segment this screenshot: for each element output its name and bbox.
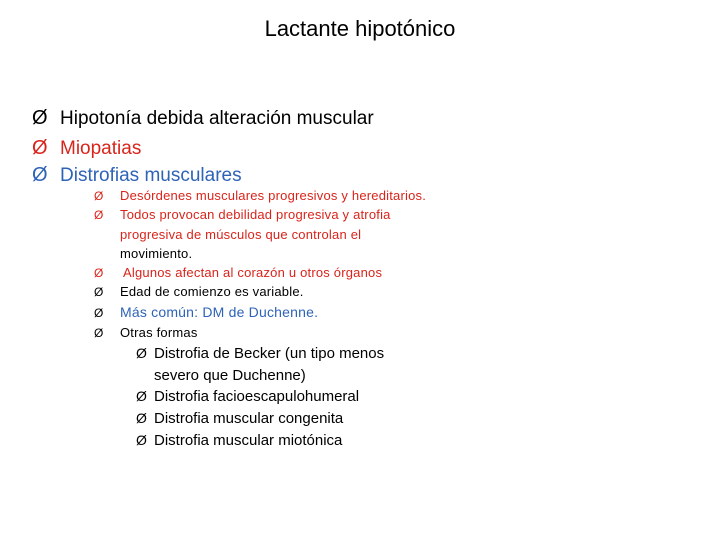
sub-sub-bullet-becker: [136, 345, 384, 362]
bullet-text: Hipotonía debida alteración muscular: [60, 108, 374, 129]
bullet-hipotonia: [32, 107, 374, 130]
arrow-bullet-icon: Ø: [94, 285, 104, 299]
sub-bullet-mas-comun: [94, 304, 318, 320]
arrow-bullet-icon: Ø: [136, 345, 147, 361]
sub-bullet-otras-formas: [94, 325, 198, 340]
arrow-bullet-icon: Ø: [94, 208, 104, 222]
sub-bullet-desordenes: [94, 188, 426, 203]
arrow-bullet-icon: Ø: [136, 388, 147, 404]
sub-bullet-continuation: movimiento.: [120, 246, 193, 261]
sub-sub-bullet-congenita: [136, 410, 343, 427]
sub-bullet-text: Más común: DM de Duchenne.: [120, 304, 319, 320]
sub-sub-bullet-text: Distrofia muscular congenita: [154, 410, 344, 427]
bullet-text: Distrofias musculares: [60, 165, 242, 186]
sub-sub-bullet-text: Distrofia muscular miotónica: [154, 432, 343, 449]
sub-bullet-continuation: [120, 227, 361, 242]
arrow-bullet-icon: Ø: [94, 306, 104, 320]
sub-bullet-text: Todos provocan debilidad progresiva y atrofia: [120, 207, 391, 222]
bullet-distrofias: [32, 164, 242, 187]
arrow-bullet-icon: Ø: [32, 137, 48, 159]
arrow-bullet-icon: Ø: [32, 107, 48, 129]
bullet-text: Miopatias: [60, 138, 142, 159]
arrow-bullet-icon: Ø: [136, 432, 147, 448]
arrow-bullet-icon: Ø: [94, 189, 104, 203]
sub-bullet-edad: [94, 284, 304, 299]
sub-sub-bullet-facioescapulohumeral: [136, 388, 359, 405]
arrow-bullet-icon: Ø: [32, 164, 48, 186]
sub-sub-bullet-continuation: severo que Duchenne): [154, 367, 306, 384]
sub-sub-bullet-text: Distrofia facioescapulohumeral: [154, 388, 360, 405]
sub-bullet-algunos-afectan: [94, 265, 382, 280]
bullet-miopatias: [32, 137, 141, 160]
sub-sub-bullet-text: Distrofia de Becker (un tipo menos: [154, 345, 385, 362]
arrow-bullet-icon: Ø: [94, 326, 104, 340]
continuation-text: progresiva de músculos que controlan el: [120, 227, 362, 242]
sub-bullet-text: Algunos afectan al corazón u otros órganos: [123, 265, 383, 280]
sub-bullet-text: Edad de comienzo es variable.: [120, 284, 304, 299]
sub-bullet-text: Desórdenes musculares progresivos y hereditarios.: [120, 188, 427, 203]
slide-title: Lactante hipotónico: [264, 16, 456, 41]
sub-bullet-text: Otras formas: [120, 325, 198, 340]
sub-sub-bullet-miotonica: [136, 432, 342, 449]
arrow-bullet-icon: Ø: [94, 266, 104, 280]
sub-bullet-todos-provocan: [94, 207, 391, 222]
arrow-bullet-icon: Ø: [136, 410, 147, 426]
